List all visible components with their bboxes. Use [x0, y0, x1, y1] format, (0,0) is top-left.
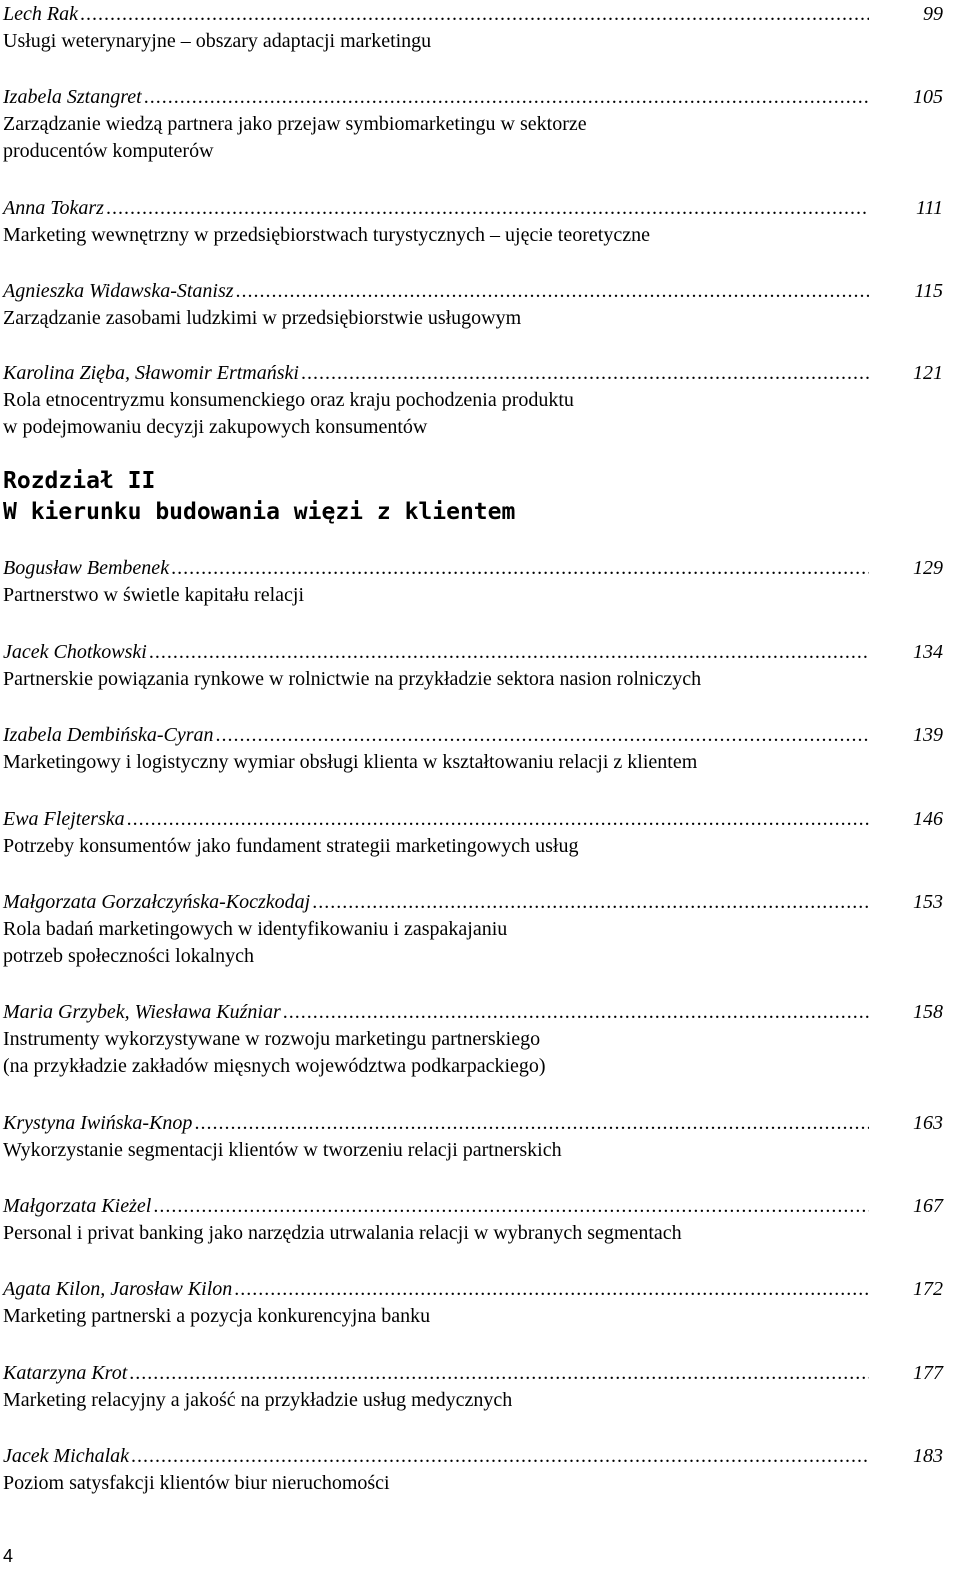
entry-title: Marketing wewnętrzny w przedsiębiorstwach turystycznych – ujęcie teoretyczne	[3, 224, 650, 246]
chapter-label: Rozdział II	[3, 468, 156, 494]
entry-page: 167	[913, 1195, 943, 1217]
dot-leader	[129, 1359, 869, 1387]
dot-leader	[149, 638, 869, 666]
toc-entry	[3, 805, 943, 860]
entry-page: 158	[913, 1001, 943, 1023]
toc-entry	[3, 1109, 943, 1164]
toc-entry	[3, 194, 943, 249]
entry-page: 153	[913, 891, 943, 913]
entry-title: Personal i privat banking jako narzędzia utrwalania relacji w wybranych segmentach	[3, 1222, 682, 1244]
dot-leader	[216, 721, 869, 749]
dot-leader	[312, 888, 869, 916]
entry-author: Agnieszka Widawska-Stanisz	[3, 280, 234, 302]
entry-title: Marketing partnerski a pozycja konkurencyjna banku	[3, 1305, 431, 1327]
entry-page: 146	[913, 808, 943, 830]
entry-title: Poziom satysfakcji klientów biur nieruchomości	[3, 1472, 390, 1494]
dot-leader	[80, 0, 869, 28]
dot-leader	[283, 998, 869, 1026]
toc-entry	[3, 554, 943, 609]
entry-page: 105	[913, 86, 943, 108]
dot-leader	[144, 83, 869, 111]
entry-author: Ewa Flejterska	[3, 808, 125, 830]
entry-author: Lech Rak	[3, 3, 78, 25]
entry-title: potrzeb społeczności lokalnych	[3, 945, 255, 967]
entry-author: Krystyna Iwińska-Knop	[3, 1112, 193, 1134]
entry-page: 172	[913, 1278, 943, 1300]
dot-leader	[194, 1109, 869, 1137]
entry-title: w podejmowaniu decyzji zakupowych konsumentów	[3, 416, 428, 438]
entry-author: Katarzyna Krot	[3, 1362, 128, 1384]
entry-page: 129	[913, 557, 943, 579]
entry-page: 99	[923, 3, 943, 25]
toc-entry	[3, 1359, 943, 1414]
entry-page: 139	[913, 724, 943, 746]
toc-entry	[3, 888, 943, 970]
dot-leader	[236, 277, 869, 305]
entry-page: 163	[913, 1112, 943, 1134]
dot-leader	[106, 194, 869, 222]
entry-author: Izabela Dembińska-Cyran	[3, 724, 214, 746]
toc-entry	[3, 83, 943, 165]
dot-leader	[153, 1192, 869, 1220]
dot-leader	[234, 1275, 869, 1303]
dot-leader	[301, 359, 869, 387]
entry-author: Izabela Sztangret	[3, 86, 142, 108]
entry-author: Jacek Michalak	[3, 1445, 130, 1467]
toc-entry	[3, 638, 943, 693]
entry-title: Potrzeby konsumentów jako fundament strategii marketingowych usług	[3, 835, 579, 857]
toc-entry	[3, 0, 943, 55]
entry-page: 121	[913, 362, 943, 384]
page-number: 4	[3, 1546, 14, 1566]
entry-title: Marketingowy i logistyczny wymiar obsługi klienta w kształtowaniu relacji z klientem	[3, 751, 698, 773]
entry-title: Rola etnocentryzmu konsumenckiego oraz kraju pochodzenia produktu	[3, 389, 574, 411]
entry-page: 134	[913, 641, 943, 663]
entry-author: Jacek Chotkowski	[3, 641, 147, 663]
entry-page: 177	[913, 1362, 943, 1384]
entry-page: 111	[915, 197, 943, 219]
entry-author: Bogusław Bembenek	[3, 557, 170, 579]
dot-leader	[127, 805, 869, 833]
entry-title: (na przykładzie zakładów mięsnych województwa podkarpackiego)	[3, 1055, 546, 1077]
entry-title: Partnerskie powiązania rynkowe w rolnictwie na przykładzie sektora nasion rolniczych	[3, 668, 702, 690]
entry-author: Agata Kilon, Jarosław Kilon	[3, 1278, 233, 1300]
toc-entry	[3, 1275, 943, 1330]
entry-page: 183	[913, 1445, 943, 1467]
dot-leader	[171, 554, 869, 582]
entry-author: Małgorzata Gorzałczyńska-Koczkodaj	[3, 891, 311, 913]
entry-title: Zarządzanie wiedzą partnera jako przejaw symbiomarketingu w sektorze	[3, 113, 587, 135]
entry-author: Małgorzata Kieżel	[3, 1195, 152, 1217]
entry-title: Marketing relacyjny a jakość na przykładzie usług medycznych	[3, 1389, 513, 1411]
entry-title: Wykorzystanie segmentacji klientów w tworzeniu relacji partnerskich	[3, 1139, 562, 1161]
dot-leader	[131, 1442, 869, 1470]
toc-entry	[3, 277, 943, 332]
entry-title: Zarządzanie zasobami ludzkimi w przedsiębiorstwie usługowym	[3, 307, 522, 329]
entry-author: Maria Grzybek, Wiesława Kuźniar	[3, 1001, 281, 1023]
entry-title: Instrumenty wykorzystywane w rozwoju marketingu partnerskiego	[3, 1028, 541, 1050]
chapter-title: W kierunku budowania więzi z klientem	[3, 499, 516, 525]
toc-entry	[3, 359, 943, 441]
toc-entry	[3, 998, 943, 1080]
entry-page: 115	[914, 280, 943, 302]
entry-title: producentów komputerów	[3, 140, 214, 162]
entry-title: Partnerstwo w świetle kapitału relacji	[3, 584, 305, 606]
entry-author: Anna Tokarz	[3, 197, 104, 219]
toc-entry	[3, 1442, 943, 1497]
entry-title: Rola badań marketingowych w identyfikowaniu i zaspakajaniu	[3, 918, 508, 940]
entry-author: Karolina Zięba, Sławomir Ertmański	[3, 362, 299, 384]
entry-title: Usługi weterynaryjne – obszary adaptacji marketingu	[3, 30, 432, 52]
toc-entry	[3, 1192, 943, 1247]
toc-entry	[3, 721, 943, 776]
